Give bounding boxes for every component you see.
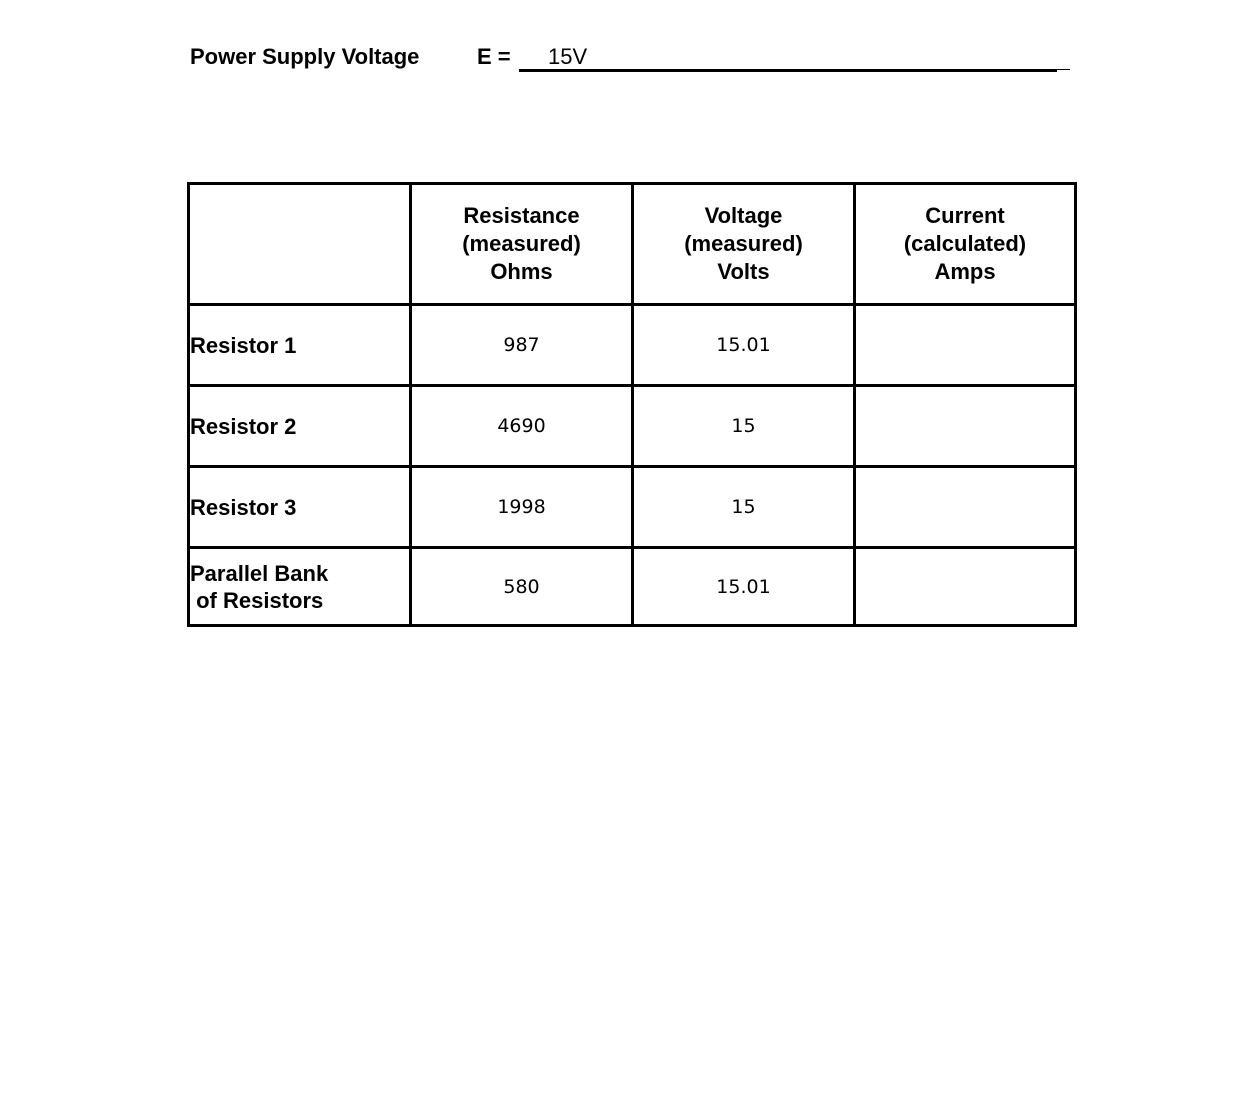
header-line: Current	[925, 203, 1005, 228]
row-label	[189, 467, 411, 548]
row-label-line: of Resistors	[190, 587, 324, 613]
power-supply-voltage-line	[190, 42, 1070, 72]
header-line: (measured)	[684, 231, 803, 256]
table-row-resistor-1	[189, 305, 1076, 386]
current-cell[interactable]	[855, 305, 1076, 386]
header-resistance	[411, 184, 633, 305]
table-row-parallel-bank	[189, 548, 1076, 626]
voltage-cell[interactable]: 15.01	[633, 548, 855, 626]
current-cell[interactable]	[855, 467, 1076, 548]
current-cell[interactable]	[855, 386, 1076, 467]
resistance-cell[interactable]: 987	[411, 305, 633, 386]
header-line: Voltage	[704, 203, 783, 228]
resistance-cell[interactable]: 4690	[411, 386, 633, 467]
header-line: (calculated)	[903, 231, 1027, 256]
row-label-line: Parallel Bank	[190, 560, 329, 586]
header-current	[855, 184, 1076, 305]
row-label-line: Resistor 2	[190, 413, 297, 439]
voltage-cell[interactable]: 15	[633, 467, 855, 548]
power-supply-voltage-label: Power Supply Voltage	[190, 44, 420, 69]
row-label-line: Resistor 3	[190, 494, 297, 520]
supply-voltage-field[interactable]	[519, 42, 1057, 72]
voltage-cell[interactable]: 15.01	[633, 305, 855, 386]
header-line: (measured)	[462, 231, 581, 256]
header-empty-cell	[189, 184, 411, 305]
resistance-cell[interactable]: 580	[411, 548, 633, 626]
row-label	[189, 548, 411, 626]
header-line: Volts	[717, 259, 770, 284]
current-cell[interactable]	[855, 548, 1076, 626]
header-line: Ohms	[490, 259, 553, 284]
row-label-line: Resistor 1	[190, 332, 297, 358]
underline-tail	[1057, 69, 1070, 70]
table-row-resistor-3	[189, 467, 1076, 548]
measurements-table	[187, 182, 1077, 627]
header-line: Amps	[934, 259, 996, 284]
header-voltage	[633, 184, 855, 305]
row-label	[189, 305, 411, 386]
equation-label: E =	[477, 44, 511, 69]
header-line: Resistance	[463, 203, 580, 228]
row-label	[189, 386, 411, 467]
supply-voltage-value: 15V	[548, 44, 588, 69]
voltage-cell[interactable]: 15	[633, 386, 855, 467]
table-header-row	[189, 184, 1076, 305]
table-row-resistor-2	[189, 386, 1076, 467]
resistance-cell[interactable]: 1998	[411, 467, 633, 548]
